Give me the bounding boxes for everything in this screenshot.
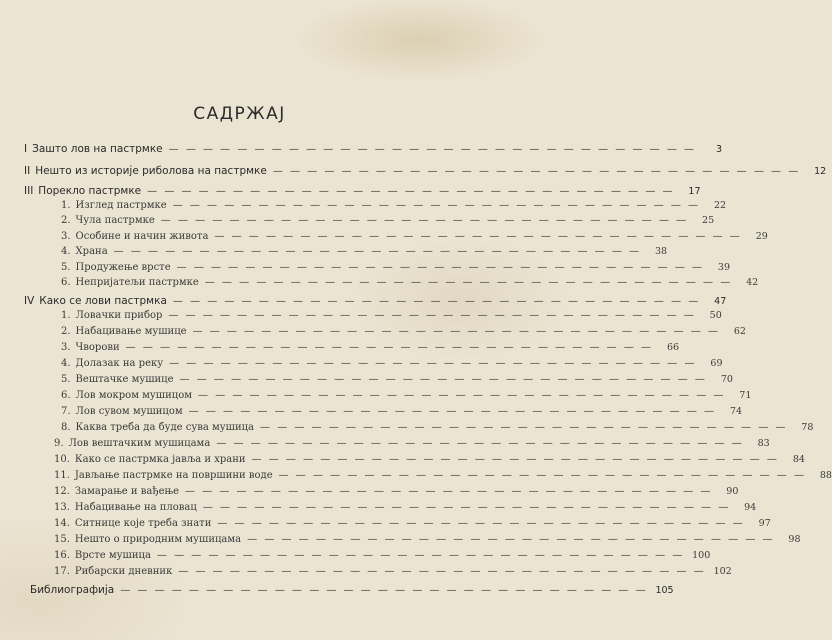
entry-page: 98	[788, 534, 801, 545]
toc-entry	[61, 374, 733, 390]
entry-title: Набацивање мушице	[75, 326, 187, 337]
dot-leader: — — — — — — — — — — — — — — — — — — — — — — — — — — — — — — —	[251, 454, 779, 465]
entry-page: 71	[739, 390, 752, 401]
entry-number: 2.	[61, 215, 71, 226]
entry-title: Како се пастрмка јавља и храни	[74, 454, 246, 465]
entry-number: 4.	[61, 246, 71, 257]
entry-title: Непријатељи пастрмке	[75, 277, 199, 288]
dot-leader: — — — — — — — — — — — — — — — — — — — — — — — — — — — — — — —	[185, 486, 713, 497]
entry-number: 10.	[54, 454, 70, 465]
entry-number: 6.	[61, 277, 71, 288]
entry-number: IV	[24, 295, 35, 307]
entry-page: 66	[666, 342, 680, 353]
dot-leader: — — — — — — — — — — — — — — — — — — — — — — — — — — — — — — —	[247, 534, 775, 545]
entry-page: 38	[654, 246, 668, 257]
dot-leader: — — — — — — — — — — — — — — — — — — — — — — — — — — — — — — —	[120, 585, 648, 596]
toc-entry	[61, 262, 731, 278]
dot-leader: — — — — — — — — — — — — — — — — — — — — — — — — — — — — — — —	[192, 326, 720, 337]
entry-title: Чворови	[75, 342, 120, 353]
dot-leader: — — — — — — — — — — — — — — — — — — — — — — — — — — — — — — —	[214, 231, 742, 242]
entry-title: Порекло пастрмке	[38, 185, 142, 197]
entry-number: 13.	[54, 502, 70, 513]
dot-leader: — — — — — — — — — — — — — — — — — — — — — — — — — — — — — — —	[179, 374, 707, 385]
entry-title: Нешто о природним мушицама	[74, 534, 242, 545]
dot-leader: — — — — — — — — — — — — — — — — — — — — — — — — — — — — — — —	[272, 166, 801, 177]
toc-entry	[24, 143, 723, 159]
entry-number: 6.	[61, 390, 71, 401]
entry-number: I	[24, 143, 28, 155]
entry-title: Ситнице које треба знати	[74, 518, 212, 529]
toc-entry	[54, 566, 732, 582]
toc-entry	[54, 502, 757, 518]
entry-page: 42	[746, 277, 759, 288]
toc-entry	[61, 310, 722, 326]
dot-leader: — — — — — — — — — — — — — — — — — — — — — — — — — — — — — — —	[217, 518, 745, 529]
toc-entry	[24, 295, 727, 311]
toc-entry	[54, 470, 832, 486]
entry-number: 3.	[61, 342, 71, 353]
entry-title: Лов сувом мушицом	[75, 406, 183, 417]
toc-entry	[54, 486, 739, 502]
entry-number: 15.	[54, 534, 70, 545]
entry-title: Зашто лов на пастрмке	[32, 143, 163, 155]
toc-entry	[54, 534, 801, 550]
dot-leader: — — — — — — — — — — — — — — — — — — — — — — — — — — — — — — —	[188, 406, 717, 417]
entry-title: Храна	[75, 246, 108, 257]
entry-number: 11.	[54, 470, 70, 481]
entry-title: Како се лови пастрмка	[39, 295, 167, 307]
entry-title: Вештачке мушице	[75, 374, 174, 385]
entry-title: Врсте мушица	[74, 550, 151, 561]
entry-title: Чула пастрмке	[75, 215, 155, 226]
entry-title: Нешто из историје риболова на пастрмке	[35, 165, 267, 177]
entry-title: Продужење врсте	[75, 262, 171, 273]
dot-leader: — — — — — — — — — — — — — — — — — — — — — — — — — — — — — — —	[176, 262, 705, 273]
entry-number: 5.	[61, 374, 71, 385]
toc-entry	[61, 277, 759, 293]
entry-number: III	[24, 185, 34, 197]
toc-entry	[61, 390, 752, 406]
entry-page: 70	[720, 374, 733, 385]
toc-entry	[54, 438, 770, 454]
dot-leader: — — — — — — — — — — — — — — — — — — — — — — — — — — — — — — —	[278, 470, 806, 481]
entry-title: Особине и начин живота	[75, 231, 209, 242]
entry-page: 102	[713, 566, 732, 577]
toc-entry	[61, 231, 768, 247]
entry-number: II	[24, 165, 31, 177]
entry-page: 3	[715, 144, 723, 155]
entry-number: 1.	[61, 200, 71, 211]
entry-title: Долазак на реку	[75, 358, 164, 369]
entry-number: 9.	[54, 438, 64, 449]
entry-title: Лов мокром мушицом	[75, 390, 193, 401]
entry-title: Ловачки прибор	[75, 310, 163, 321]
entry-page: 88	[819, 470, 832, 481]
entry-page: 25	[702, 215, 715, 226]
entry-number: 8.	[61, 422, 71, 433]
entry-page: 47	[714, 296, 727, 307]
dot-leader: — — — — — — — — — — — — — — — — — — — — — — — — — — — — — — —	[172, 296, 701, 307]
entry-page: 17	[688, 186, 701, 197]
toc-entry	[61, 342, 680, 358]
toc-entry	[61, 200, 727, 216]
dot-leader: — — — — — — — — — — — — — — — — — — — — — — — — — — — — — — —	[198, 390, 726, 401]
entry-page: 105	[655, 585, 674, 596]
entry-page: 39	[717, 262, 731, 273]
entry-page: 90	[726, 486, 739, 497]
dot-leader: — — — — — — — — — — — — — — — — — — — — — — — — — — — — — — —	[160, 215, 689, 226]
entry-number: 2.	[61, 326, 71, 337]
entry-title: Замарање и вађење	[74, 486, 180, 497]
dot-leader: — — — — — — — — — — — — — — — — — — — — — — — — — — — — — — —	[172, 200, 701, 211]
entry-number: 3.	[61, 231, 71, 242]
entry-page: 100	[692, 550, 711, 561]
dot-leader: — — — — — — — — — — — — — — — — — — — — — — — — — — — — — — —	[125, 342, 654, 353]
toc-entry	[61, 406, 743, 422]
dot-leader: — — — — — — — — — — — — — — — — — — — — — — — — — — — — — — —	[168, 144, 697, 155]
dot-leader: — — — — — — — — — — — — — — — — — — — — — — — — — — — — — — —	[156, 550, 685, 561]
toc-entry	[54, 454, 805, 470]
dot-leader: — — — — — — — — — — — — — — — — — — — — — — — — — — — — — — —	[113, 246, 642, 257]
toc-entry	[30, 584, 674, 600]
page-title: САДРЖАЈ	[193, 104, 286, 124]
dot-leader: — — — — — — — — — — — — — — — — — — — — — — — — — — — — — — —	[169, 358, 697, 369]
dot-leader: — — — — — — — — — — — — — — — — — — — — — — — — — — — — — — —	[178, 566, 706, 577]
entry-title: Рибарски дневник	[74, 566, 173, 577]
entry-number: 4.	[61, 358, 71, 369]
toc-entry	[61, 246, 668, 262]
toc-entry	[24, 165, 827, 181]
dot-leader: — — — — — — — — — — — — — — — — — — — — — — — — — — — — — — —	[216, 438, 744, 449]
toc-entry	[61, 358, 723, 374]
toc-entry	[61, 422, 814, 438]
toc-entry	[54, 518, 771, 534]
entry-number: 14.	[54, 518, 70, 529]
entry-title: Изглед пастрмке	[75, 200, 167, 211]
entry-title: Набацивање на пловац	[74, 502, 197, 513]
entry-page: 69	[710, 358, 723, 369]
entry-number: 16.	[54, 550, 70, 561]
entry-title: Библиографија	[30, 584, 115, 596]
entry-page: 62	[733, 326, 746, 337]
dot-leader: — — — — — — — — — — — — — — — — — — — — — — — — — — — — — — —	[147, 186, 675, 197]
entry-number: 12.	[54, 486, 70, 497]
dot-leader: — — — — — — — — — — — — — — — — — — — — — — — — — — — — — — —	[204, 277, 733, 288]
entry-page: 12	[814, 166, 827, 177]
entry-number: 1.	[61, 310, 71, 321]
entry-page: 83	[757, 438, 770, 449]
entry-number: 5.	[61, 262, 71, 273]
entry-number: 7.	[61, 406, 71, 417]
entry-title: Јављање пастрмке на површини воде	[74, 470, 273, 481]
entry-page: 74	[729, 406, 743, 417]
dot-leader: — — — — — — — — — — — — — — — — — — — — — — — — — — — — — — —	[168, 310, 696, 321]
toc-entry	[61, 215, 715, 231]
entry-number: 17.	[54, 566, 70, 577]
entry-page: 22	[713, 200, 727, 211]
entry-title: Лов вештачким мушицама	[68, 438, 211, 449]
dot-leader: — — — — — — — — — — — — — — — — — — — — — — — — — — — — — — —	[260, 422, 788, 433]
toc-entry	[54, 550, 711, 566]
entry-page: 78	[801, 422, 814, 433]
dot-leader: — — — — — — — — — — — — — — — — — — — — — — — — — — — — — — —	[202, 502, 731, 513]
entry-page: 50	[709, 310, 722, 321]
entry-title: Каква треба да буде сува мушица	[75, 422, 255, 433]
entry-page: 94	[744, 502, 757, 513]
entry-page: 97	[758, 518, 771, 529]
toc-entry	[24, 185, 701, 201]
entry-page: 84	[792, 454, 805, 465]
entry-page: 29	[755, 231, 768, 242]
toc-entry	[61, 326, 746, 342]
